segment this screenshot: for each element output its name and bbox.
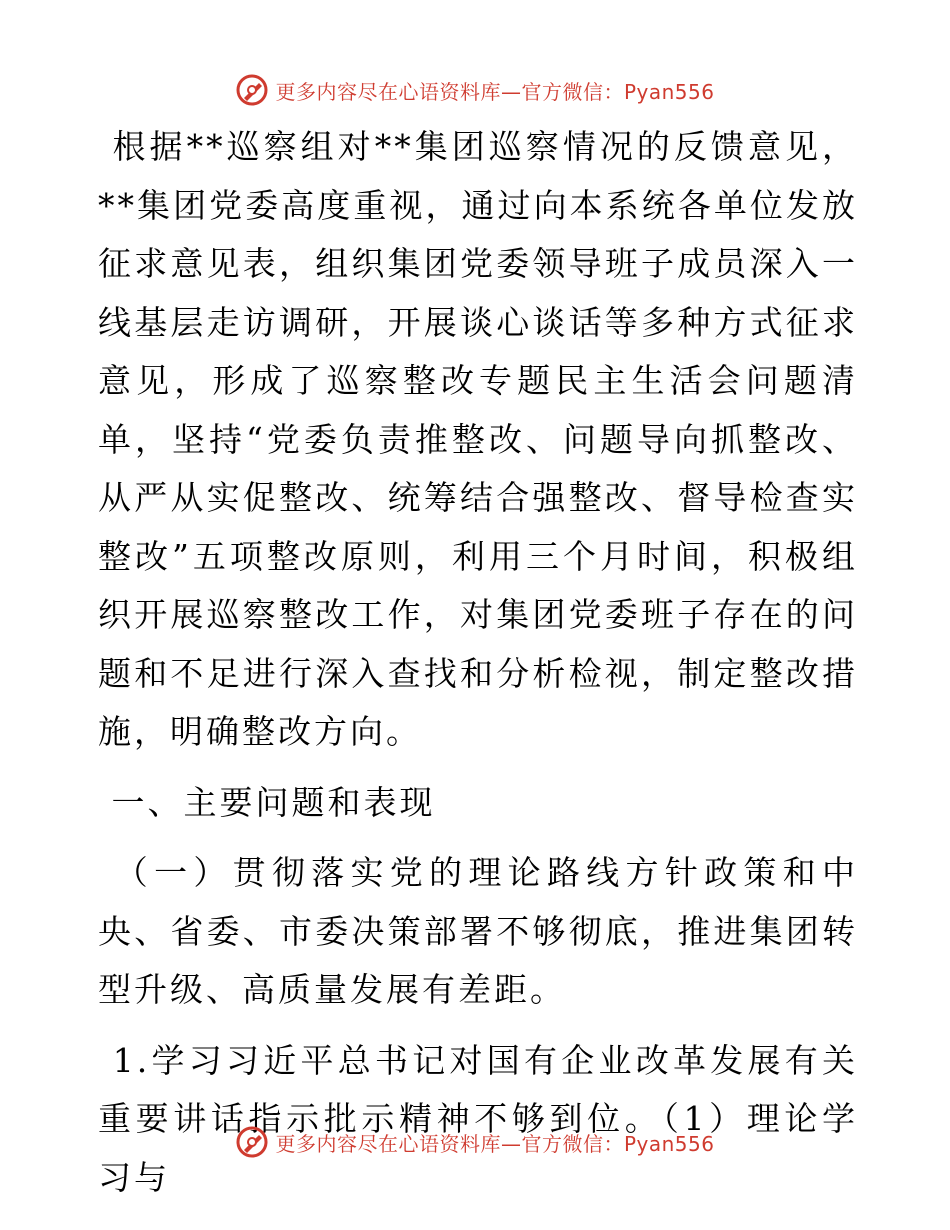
watermark-text: 更多内容尽在心语资料库—官方微信：Pyan556 [275, 79, 715, 104]
footer-watermark [0, 1122, 950, 1162]
section-heading: 一、主要问题和表现 [98, 782, 436, 822]
intro-paragraph: 根据**巡察组对**集团巡察情况的反馈意见，**集团党委高度重视，通过向本系统各单位发放征求意见表，组织集团党委领导班子成员深入一线基层走访调研，开展谈心谈话等多种方式征求意见，形成了巡察整改专题民主生活会问题清单，坚持“党委负责推整改、问题导向抓整改、从严从实促整改、统筹结合强整改、督导检查实整改”五项整改原则，利用三个月时间，积极组织开展巡察整改工作，对集团党委班子存在的问题和不足进行深入查找和分析检视，制定整改措施，明确整改方向。 [98, 127, 858, 751]
item-1-paragraph: 1.学习习近平总书记对国有企业改革发展有关重要讲话指示批示精神不够到位。（1）理论学习与 [98, 1040, 858, 1197]
red-pen-seal-icon [235, 73, 269, 107]
watermark-text: 更多内容尽在心语资料库—官方微信：Pyan556 [275, 1131, 715, 1156]
subsection-heading: （一）贯彻落实党的理论路线方针政策和中央、省委、市委决策部署不够彻底，推进集团转型升级、高质量发展有差距。 [98, 853, 858, 1009]
document-body [98, 118, 858, 1207]
red-pen-seal-icon [235, 1125, 269, 1159]
header-watermark [0, 70, 950, 110]
